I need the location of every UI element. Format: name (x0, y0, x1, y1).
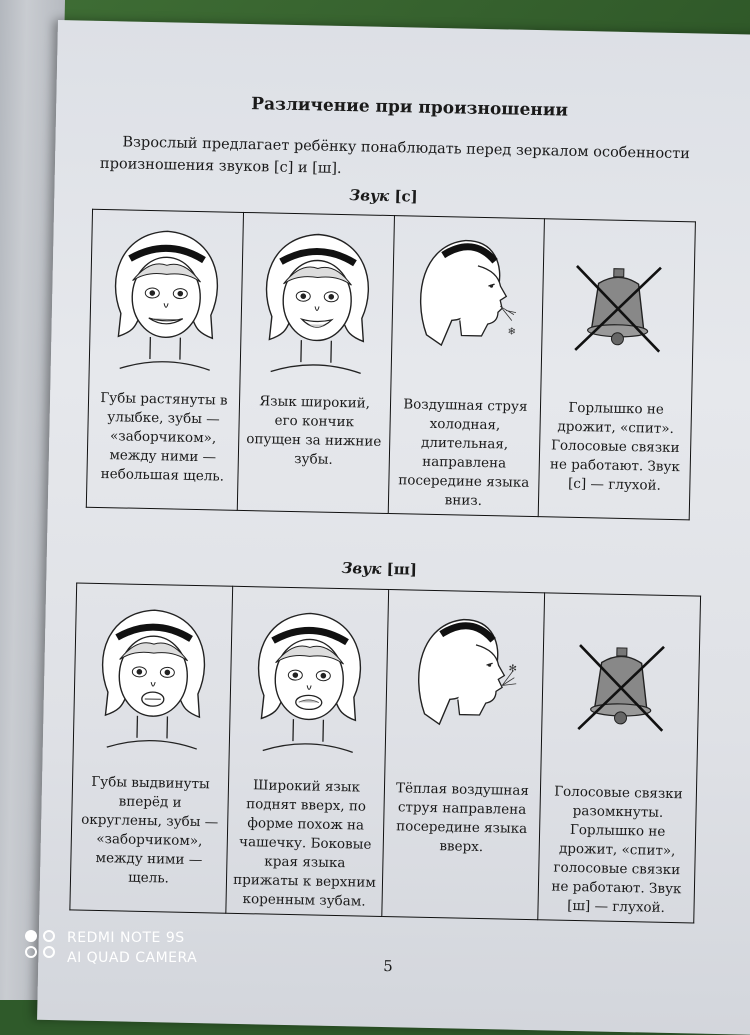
cell-s-2-text: Язык широкий, его кончик опущен за нижние зубы. (246, 393, 382, 468)
page-number: 5 (383, 957, 393, 976)
cell-s-3-text: Воздушная струя холодная, длительная, направлена посередине языка вниз. (398, 396, 530, 509)
cell-s-4-text: Горлышко не дрожит, «спит». Голосовые связки не работают. Звук [с] — глухой. (549, 399, 681, 494)
cell-sh-4-text: Голосовые связки разомкнуты. Горлышко не дрожит, «спит», голосовые связки не работают. Звук [ш] — глухой. (551, 783, 683, 916)
sound-sh-table (69, 583, 701, 924)
watermark-line-1: REDMI NOTE 9S (67, 930, 185, 946)
girl-smile-icon (99, 217, 232, 380)
sound-s-table (86, 209, 696, 521)
section-title-prefix: Звук (349, 186, 390, 205)
section-title-sound: [с] (394, 187, 418, 206)
book-page (37, 20, 750, 1035)
cell-sh-1-text: Губы выдвинуты вперёд и округлены, зубы — «заборчиком», между ними — щель. (81, 773, 219, 887)
cell-s-1-text: Губы растянуты в улыбке, зубы — «заборчиком», между ними — небольшая щель. (100, 389, 228, 485)
section-title-prefix: Звук (341, 559, 382, 578)
cell-sh-3 (382, 590, 545, 920)
section-title-s (349, 186, 418, 205)
girl-tongue-down-icon (250, 221, 383, 384)
cell-s-3 (388, 216, 545, 517)
cell-s-4 (538, 219, 695, 520)
watermark-line-2: AI QUAD CAMERA (67, 950, 198, 966)
girl-tongue-up-icon (242, 600, 375, 763)
cell-s-1 (86, 209, 243, 510)
crossed-bell-icon (559, 626, 681, 748)
section-title-sh (341, 559, 417, 579)
svg-text:✻: ✻ (507, 663, 517, 675)
girl-profile-warm-air-icon (398, 603, 531, 766)
cell-sh-2-text: Широкий язык поднят вверх, по форме похож на чашечку. Боковые края языка прижаты к верхним коренным зубам. (233, 777, 377, 910)
camera-logo-icon (25, 930, 57, 958)
cell-s-2 (237, 212, 394, 513)
cell-sh-4 (538, 593, 701, 923)
girl-rounded-lips-icon (86, 596, 219, 759)
svg-text:❄: ❄ (507, 325, 517, 338)
cell-sh-1 (70, 583, 233, 913)
section-title-sound: [ш] (386, 560, 418, 579)
cell-sh-3-text: Тёплая воздушная струя направлена посередине языка вверх. (395, 780, 530, 856)
intro-paragraph: Взрослый предлагает ребёнку понаблюдать перед зеркалом особенности произношения звуков [с] и [ш]. (99, 134, 691, 177)
cell-sh-2 (226, 586, 389, 916)
girl-profile-cold-air-icon (401, 224, 534, 387)
camera-watermark (25, 928, 197, 968)
page-title: Различение при произношении (251, 94, 569, 121)
crossed-bell-icon (557, 247, 679, 369)
